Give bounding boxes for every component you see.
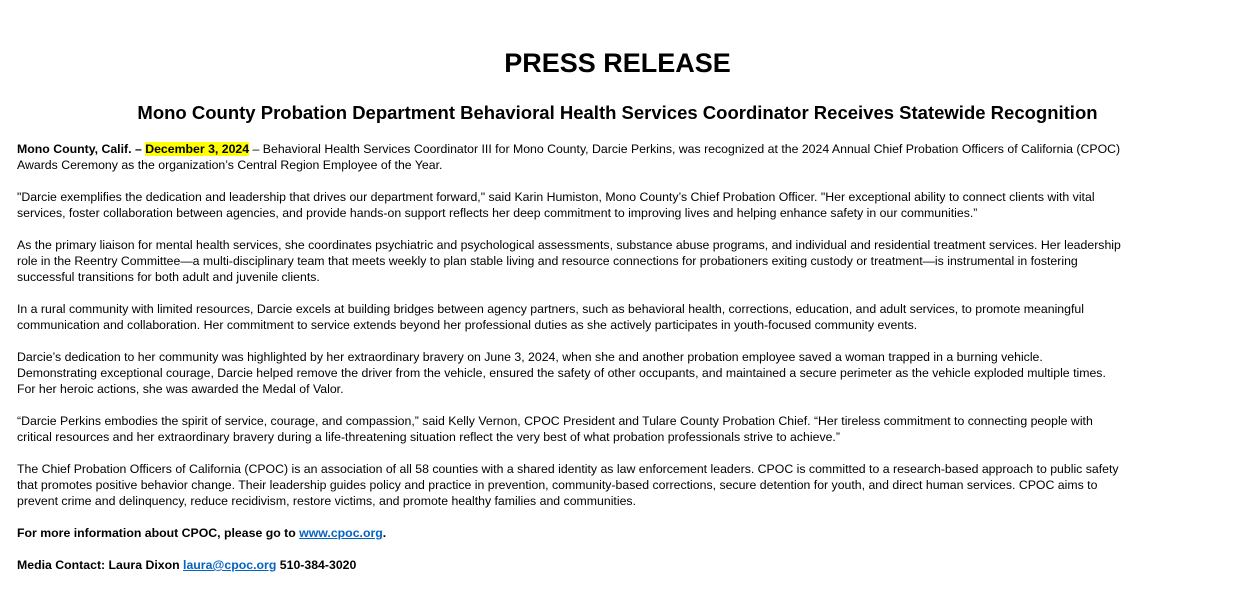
paragraph-line: successful transitions for both adult and juvenile clients. <box>17 270 320 284</box>
cpoc-website-link[interactable]: www.cpoc.org <box>299 526 383 540</box>
paragraph-line: services, foster collaboration between agencies, and provide hands-on support reflects her deep commitment to improving lives and helping enhance safety in our communities.” <box>17 206 978 220</box>
paragraph-line: Darcie’s dedication to her community was highlighted by her extraordinary bravery on June 3, 2024, when she and another probation employee saved a woman trapped in a burning vehicle. <box>17 350 1043 364</box>
paragraph-line: As the primary liaison for mental health services, she coordinates psychiatric and psychological assessments, substance abuse programs, and individual and residential treatment services. Her leadership <box>17 238 1121 252</box>
paragraph <box>17 301 1121 333</box>
page-title: PRESS RELEASE <box>504 48 731 78</box>
more-info-text: For more information about CPOC, please go to <box>17 526 300 540</box>
headline: Mono County Probation Department Behavioral Health Services Coordinator Receives Statewide Recognition <box>137 102 1098 123</box>
paragraph <box>17 349 1121 397</box>
paragraph <box>17 189 1121 221</box>
contact-email-link[interactable]: laura@cpoc.org <box>183 558 277 572</box>
paragraph-line: The Chief Probation Officers of California (CPOC) is an association of all 58 counties with a shared identity as law enforcement leaders. CPOC is committed to a research-based approach to public safety <box>17 462 1119 476</box>
paragraph-line: critical resources and her extraordinary bravery during a life-threatening situation reflect the very best of what probation professionals strive to achieve.” <box>17 430 840 444</box>
paragraph-line: "Darcie exemplifies the dedication and leadership that drives our department forward," said Karin Humiston, Mono County’s Chief Probation Officer. "Her exceptional ability to connect clients with vital <box>17 190 1095 204</box>
lead-text: – Behavioral Health Services Coordinator III for Mono County, Darcie Perkins, was recognized at the 2024 Annual Chief Probation Officers of California (CPOC) <box>249 142 1121 156</box>
paragraph-line: prevent crime and delinquency, reduce recidivism, restore victims, and promote healthy families and communities. <box>17 494 636 508</box>
paragraph-line: For her heroic actions, she was awarded the Medal of Valor. <box>17 382 344 396</box>
lead-text-line2: Awards Ceremony as the organization’s Central Region Employee of the Year. <box>17 158 443 172</box>
more-info-end: . <box>382 526 387 540</box>
paragraph <box>17 237 1121 285</box>
paragraph-line: role in the Reentry Committee—a multi-disciplinary team that meets weekly to plan stable living and resource connections for probationers exiting custody or treatment—is instrumental in fostering <box>17 254 1078 268</box>
paragraph-line: “Darcie Perkins embodies the spirit of service, courage, and compassion,” said Kelly Vernon, CPOC President and Tulare County Probation Chief. “Her tireless commitment to connecting people with <box>17 414 1093 428</box>
paragraph-line: that promotes positive behavior change. Their leadership guides policy and practice in prevention, community-based corrections, secure detention for youth, and direct human services. CPOC aims to <box>17 478 1098 492</box>
more-info <box>17 525 1121 541</box>
paragraph-line: In a rural community with limited resources, Darcie excels at building bridges between agency partners, such as behavioral health, corrections, education, and adult services, to promote meaningful <box>17 302 1084 316</box>
paragraph <box>17 461 1121 509</box>
dateline: Mono County, Calif. – <box>17 142 146 156</box>
contact-label: Media Contact: Laura Dixon <box>17 558 184 572</box>
press-release-body <box>17 141 1121 589</box>
media-contact <box>17 557 1121 573</box>
paragraph-line: Demonstrating exceptional courage, Darcie helped remove the driver from the vehicle, ensured the safety of other occupants, and maintained a secure perimeter as the vehicle exploded multiple times. <box>17 366 1106 380</box>
lead-paragraph <box>17 141 1121 173</box>
contact-phone: 510-384-3020 <box>276 558 357 572</box>
paragraph-line: communication and collaboration. Her commitment to service extends beyond her professional duties as she actively participates in youth-focused community events. <box>17 318 918 332</box>
paragraph <box>17 413 1121 445</box>
highlighted-date: December 3, 2024 <box>145 142 250 156</box>
